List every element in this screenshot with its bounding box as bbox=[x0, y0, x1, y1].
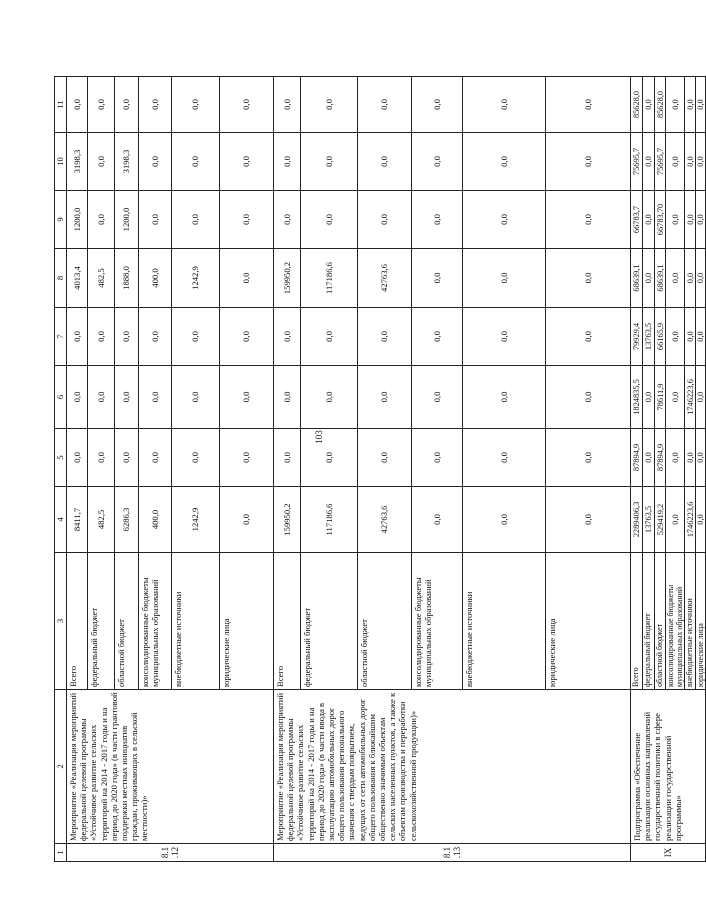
amount-cell: 0,0 bbox=[546, 133, 631, 191]
amount-cell: 0,0 bbox=[172, 429, 220, 487]
amount-cell: 0,0 bbox=[685, 249, 696, 308]
funding-source-cell: областной бюджет bbox=[358, 553, 412, 690]
amount-cell: 0,0 bbox=[139, 133, 172, 191]
amount-cell: 0,0 bbox=[685, 429, 696, 487]
funding-source-cell: областной бюджет bbox=[115, 553, 139, 690]
amount-cell: 0,0 bbox=[274, 366, 301, 429]
amount-cell: 0,0 bbox=[67, 308, 88, 366]
amount-cell: 0,0 bbox=[643, 191, 655, 249]
amount-cell: 0,0 bbox=[301, 191, 358, 249]
amount-cell: 159950,2 bbox=[274, 487, 301, 553]
funding-source-cell: внебюджетные источники bbox=[172, 553, 220, 690]
amount-cell: 42763,6 bbox=[358, 487, 412, 553]
amount-cell: 0,0 bbox=[685, 77, 696, 133]
funding-source-cell: консолидированные бюджеты муниципальных образований bbox=[412, 553, 463, 690]
amount-cell: 75695,7 bbox=[655, 133, 666, 191]
amount-cell: 0,0 bbox=[463, 429, 546, 487]
amount-cell: 0,0 bbox=[696, 366, 706, 429]
amount-cell: 0,0 bbox=[696, 487, 706, 553]
amount-cell: 0,0 bbox=[546, 366, 631, 429]
amount-cell: 68639,1 bbox=[655, 249, 666, 308]
amount-cell: 0,0 bbox=[172, 133, 220, 191]
amount-cell: 0,0 bbox=[115, 429, 139, 487]
amount-cell: 0,0 bbox=[88, 366, 115, 429]
amount-cell: 66165,9 bbox=[655, 308, 666, 366]
amount-cell: 1242,9 bbox=[172, 487, 220, 553]
header-cell: 4 bbox=[55, 487, 67, 553]
amount-cell: 3198,3 bbox=[115, 133, 139, 191]
amount-cell: 0,0 bbox=[358, 133, 412, 191]
amount-cell: 0,0 bbox=[685, 191, 696, 249]
amount-cell: 0,0 bbox=[412, 133, 463, 191]
amount-cell: 0,0 bbox=[463, 133, 546, 191]
amount-cell: 0,0 bbox=[696, 191, 706, 249]
funding-source-cell: юридические лица bbox=[220, 553, 274, 690]
section-description: Мероприятие «Реализация мероприятий федеральной целевой программы «Устойчивое развитие сельских территорий на 2014 - 2017 годы и на период до 2020 года» (в части грантовой поддержки местных инициатив граждан, проживающих в сельской местности)» bbox=[67, 690, 274, 844]
amount-cell: 0,0 bbox=[412, 487, 463, 553]
header-cell: 2 bbox=[55, 690, 67, 844]
amount-cell: 0,0 bbox=[546, 308, 631, 366]
funding-source-cell: Всего bbox=[631, 553, 643, 690]
amount-cell: 0,0 bbox=[67, 429, 88, 487]
funding-source-cell: федеральный бюджет bbox=[643, 553, 655, 690]
funding-source-cell: юридические лица bbox=[546, 553, 631, 690]
amount-cell: 0,0 bbox=[685, 308, 696, 366]
amount-cell: 0,0 bbox=[666, 366, 685, 429]
amount-cell: 1746223,6 bbox=[685, 366, 696, 429]
funding-source-cell: областной бюджет bbox=[655, 553, 666, 690]
amount-cell: 0,0 bbox=[301, 77, 358, 133]
amount-cell: 0,0 bbox=[412, 366, 463, 429]
amount-cell: 0,0 bbox=[666, 77, 685, 133]
amount-cell: 0,0 bbox=[546, 429, 631, 487]
header-cell: 8 bbox=[55, 249, 67, 308]
amount-cell: 0,0 bbox=[696, 77, 706, 133]
amount-cell: 0,0 bbox=[172, 77, 220, 133]
amount-cell: 0,0 bbox=[696, 308, 706, 366]
section-number: IX bbox=[631, 844, 706, 862]
amount-cell: 66783,70 bbox=[655, 191, 666, 249]
amount-cell: 0,0 bbox=[88, 308, 115, 366]
amount-cell: 8411,7 bbox=[67, 487, 88, 553]
budget-table bbox=[54, 76, 706, 862]
amount-cell: 0,0 bbox=[358, 191, 412, 249]
header-cell: 7 bbox=[55, 308, 67, 366]
amount-cell: 0,0 bbox=[115, 77, 139, 133]
amount-cell: 6286,3 bbox=[115, 487, 139, 553]
amount-cell: 0,0 bbox=[139, 77, 172, 133]
table-body bbox=[67, 77, 706, 862]
amount-cell: 0,0 bbox=[220, 191, 274, 249]
amount-cell: 0,0 bbox=[643, 77, 655, 133]
table-row bbox=[67, 77, 88, 862]
amount-cell: 1824835,5 bbox=[631, 366, 643, 429]
section-description: Мероприятие «Реализация мероприятий федеральной целевой программы «Устойчивое развитие сельских территорий на 2014 - 2017 годы и на период до 2020 года» (в части ввода в эксплуатацию автомобильных дорог общего пользования регионального значения с твердым покрытием, ведущих от сети автомобильных дорог общего пользования к ближайшим общественно значимым объектам сельских населенных пунктов, а также к объектам производства и переработки сельскохозяйственной продукции)» bbox=[274, 690, 631, 844]
amount-cell: 159950,2 bbox=[274, 249, 301, 308]
amount-cell: 0,0 bbox=[274, 308, 301, 366]
amount-cell: 0,0 bbox=[666, 429, 685, 487]
amount-cell: 482,5 bbox=[88, 487, 115, 553]
amount-cell: 0,0 bbox=[412, 429, 463, 487]
amount-cell: 66783,7 bbox=[631, 191, 643, 249]
amount-cell: 0,0 bbox=[88, 77, 115, 133]
amount-cell: 1888,0 bbox=[115, 249, 139, 308]
amount-cell: 0,0 bbox=[220, 77, 274, 133]
amount-cell: 0,0 bbox=[463, 487, 546, 553]
amount-cell: 0,0 bbox=[358, 429, 412, 487]
amount-cell: 0,0 bbox=[139, 308, 172, 366]
header-cell: 11 bbox=[55, 77, 67, 133]
amount-cell: 529419,2 bbox=[655, 487, 666, 553]
amount-cell: 0,0 bbox=[172, 191, 220, 249]
header-cell: 1 bbox=[55, 844, 67, 862]
amount-cell: 0,0 bbox=[696, 429, 706, 487]
amount-cell: 0,0 bbox=[463, 191, 546, 249]
amount-cell: 0,0 bbox=[643, 249, 655, 308]
amount-cell: 0,0 bbox=[220, 366, 274, 429]
funding-source-cell: внебюджетные источники bbox=[463, 553, 546, 690]
table-row bbox=[631, 77, 643, 862]
header-cell: 10 bbox=[55, 133, 67, 191]
amount-cell: 0,0 bbox=[666, 487, 685, 553]
table-row bbox=[274, 77, 301, 862]
amount-cell: 0,0 bbox=[88, 429, 115, 487]
section-number: 8.1.12 bbox=[67, 844, 274, 862]
amount-cell: 0,0 bbox=[220, 429, 274, 487]
header-cell: 3 bbox=[55, 553, 67, 690]
amount-cell: 78611,9 bbox=[655, 366, 666, 429]
amount-cell: 1242,9 bbox=[172, 249, 220, 308]
amount-cell: 68639,1 bbox=[631, 249, 643, 308]
amount-cell: 0,0 bbox=[463, 308, 546, 366]
amount-cell: 0,0 bbox=[546, 191, 631, 249]
amount-cell: 0,0 bbox=[301, 366, 358, 429]
funding-source-cell: федеральный бюджет bbox=[301, 553, 358, 690]
header-cell: 9 bbox=[55, 191, 67, 249]
amount-cell: 0,0 bbox=[172, 366, 220, 429]
amount-cell: 0,0 bbox=[88, 133, 115, 191]
amount-cell: 0,0 bbox=[139, 191, 172, 249]
amount-cell: 0,0 bbox=[412, 191, 463, 249]
amount-cell: 0,0 bbox=[643, 133, 655, 191]
amount-cell: 0,0 bbox=[139, 429, 172, 487]
amount-cell: 0,0 bbox=[666, 249, 685, 308]
amount-cell: 1200,0 bbox=[67, 191, 88, 249]
funding-source-cell: Всего bbox=[274, 553, 301, 690]
funding-source-cell: Всего bbox=[67, 553, 88, 690]
section-description: Подпрограмма «Обеспечение реализации основных направлений государственной политики в сфере реализации государственной программы» bbox=[631, 690, 706, 844]
amount-cell: 0,0 bbox=[412, 249, 463, 308]
amount-cell: 0,0 bbox=[139, 366, 172, 429]
amount-cell: 0,0 bbox=[301, 429, 358, 487]
funding-source-cell: консолидированные бюджеты муниципальных образований bbox=[666, 553, 685, 690]
amount-cell: 0,0 bbox=[274, 429, 301, 487]
amount-cell: 0,0 bbox=[274, 191, 301, 249]
header-cell: 6 bbox=[55, 366, 67, 429]
amount-cell: 0,0 bbox=[463, 77, 546, 133]
amount-cell: 0,0 bbox=[696, 133, 706, 191]
amount-cell: 0,0 bbox=[172, 308, 220, 366]
amount-cell: 0,0 bbox=[358, 77, 412, 133]
funding-source-cell: внебюджетные источники bbox=[685, 553, 696, 690]
amount-cell: 0,0 bbox=[220, 133, 274, 191]
amount-cell: 0,0 bbox=[666, 133, 685, 191]
funding-source-cell: консолидированные бюджеты муниципальных образований bbox=[139, 553, 172, 690]
amount-cell: 4013,4 bbox=[67, 249, 88, 308]
amount-cell: 0,0 bbox=[115, 308, 139, 366]
page-number: 103 bbox=[314, 430, 324, 444]
amount-cell: 0,0 bbox=[643, 429, 655, 487]
amount-cell: 0,0 bbox=[666, 308, 685, 366]
amount-cell: 0,0 bbox=[685, 133, 696, 191]
amount-cell: 117186,6 bbox=[301, 249, 358, 308]
amount-cell: 0,0 bbox=[301, 308, 358, 366]
amount-cell: 0,0 bbox=[463, 366, 546, 429]
amount-cell: 3198,3 bbox=[67, 133, 88, 191]
amount-cell: 0,0 bbox=[412, 77, 463, 133]
amount-cell: 42763,6 bbox=[358, 249, 412, 308]
amount-cell: 0,0 bbox=[546, 249, 631, 308]
amount-cell: 0,0 bbox=[546, 487, 631, 553]
amount-cell: 0,0 bbox=[412, 308, 463, 366]
amount-cell: 0,0 bbox=[546, 77, 631, 133]
amount-cell: 0,0 bbox=[358, 366, 412, 429]
amount-cell: 75695,7 bbox=[631, 133, 643, 191]
rotated-table-container bbox=[54, 77, 705, 862]
amount-cell: 13763,5 bbox=[643, 487, 655, 553]
amount-cell: 0,0 bbox=[67, 77, 88, 133]
amount-cell: 79929,4 bbox=[631, 308, 643, 366]
amount-cell: 1746223,6 bbox=[685, 487, 696, 553]
amount-cell: 0,0 bbox=[67, 366, 88, 429]
header-row bbox=[55, 77, 67, 862]
amount-cell: 0,0 bbox=[115, 366, 139, 429]
amount-cell: 0,0 bbox=[666, 191, 685, 249]
amount-cell: 0,0 bbox=[358, 308, 412, 366]
amount-cell: 400,0 bbox=[139, 487, 172, 553]
amount-cell: 0,0 bbox=[301, 133, 358, 191]
amount-cell: 0,0 bbox=[220, 487, 274, 553]
funding-source-cell: юридические лица bbox=[696, 553, 706, 690]
amount-cell: 117186,6 bbox=[301, 487, 358, 553]
amount-cell: 0,0 bbox=[696, 249, 706, 308]
amount-cell: 0,0 bbox=[220, 308, 274, 366]
funding-source-cell: федеральный бюджет bbox=[88, 553, 115, 690]
amount-cell: 1200,0 bbox=[115, 191, 139, 249]
section-number: 8.1.13 bbox=[274, 844, 631, 862]
amount-cell: 2289406,3 bbox=[631, 487, 643, 553]
amount-cell: 85628,0 bbox=[631, 77, 643, 133]
amount-cell: 0,0 bbox=[274, 133, 301, 191]
amount-cell: 0,0 bbox=[463, 249, 546, 308]
amount-cell: 400,0 bbox=[139, 249, 172, 308]
amount-cell: 0,0 bbox=[220, 249, 274, 308]
header-cell: 5 bbox=[55, 429, 67, 487]
amount-cell: 87894,9 bbox=[631, 429, 643, 487]
amount-cell: 0,0 bbox=[274, 77, 301, 133]
amount-cell: 85628,0 bbox=[655, 77, 666, 133]
amount-cell: 482,5 bbox=[88, 249, 115, 308]
amount-cell: 0,0 bbox=[88, 191, 115, 249]
amount-cell: 87894,9 bbox=[655, 429, 666, 487]
amount-cell: 0,0 bbox=[643, 366, 655, 429]
amount-cell: 13763,5 bbox=[643, 308, 655, 366]
